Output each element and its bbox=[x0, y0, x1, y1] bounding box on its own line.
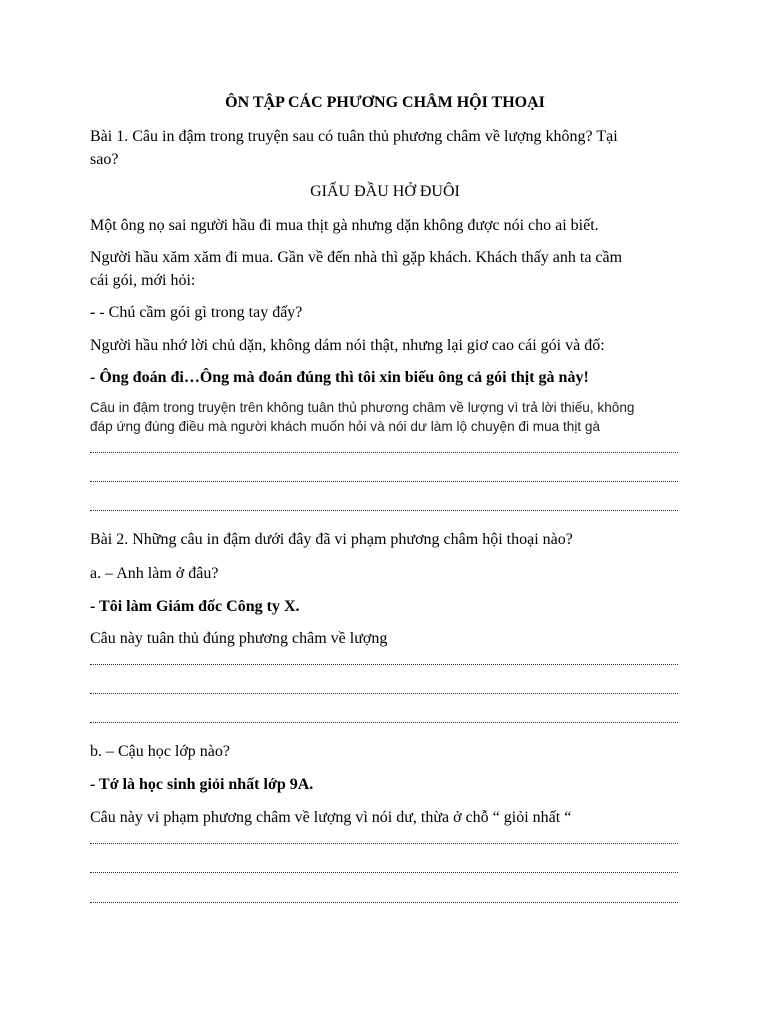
dialogue-dash: - bbox=[90, 304, 100, 321]
exercise-1-answer-line-1: Câu in đậm trong truyện trên không tuân thủ phương châm về lượng vì trả lời thiếu, không bbox=[90, 400, 635, 415]
exercise-2a-explanation: Câu này tuân thủ đúng phương châm về lượng bbox=[90, 630, 388, 647]
story-paragraph-4: Người hầu nhớ lời chủ dặn, không dám nói thật, nhưng lại giơ cao cái gói và đố: bbox=[90, 337, 605, 354]
exercise-1-answer-line-2: đáp ứng đúng điều mà người khách muốn hỏi và nói dư làm lộ chuyện đi mua thịt gà bbox=[90, 419, 601, 434]
answer-dotted-line bbox=[90, 843, 678, 844]
answer-dotted-line bbox=[90, 872, 678, 873]
bold-answer-dash: - bbox=[90, 776, 100, 793]
story-paragraph-1: Một ông nọ sai người hầu đi mua thịt gà nhưng dặn không được nói cho ai biết. bbox=[90, 217, 599, 234]
bold-sentence-dash: - bbox=[90, 369, 100, 386]
story-paragraph-2-line-2: cái gói, mới hỏi: bbox=[90, 272, 196, 289]
bold-answer-text: Tôi làm Giám đốc Công ty X. bbox=[99, 598, 300, 615]
answer-dotted-line bbox=[90, 481, 678, 482]
answer-dotted-line bbox=[90, 693, 678, 694]
answer-dotted-line bbox=[90, 722, 678, 723]
story-title: GIẤU ĐẦU HỞ ĐUÔI bbox=[310, 183, 460, 200]
answer-dotted-line bbox=[90, 902, 678, 903]
exercise-2a-question: a. – Anh làm ở đâu? bbox=[90, 565, 219, 582]
answer-dotted-line bbox=[90, 510, 678, 511]
story-paragraph-2-line-1: Người hầu xăm xăm đi mua. Gần về đến nhà thì gặp khách. Khách thấy anh ta cầm bbox=[90, 249, 623, 266]
dialogue-text: - Chú cầm gói gì trong tay đấy? bbox=[99, 304, 303, 321]
bold-sentence-text: Ông đoán đi…Ông mà đoán đúng thì tôi xin biếu ông cả gói thịt gà này! bbox=[99, 369, 589, 386]
story-dialogue-1 bbox=[90, 302, 680, 324]
bold-answer-dash: - bbox=[90, 598, 100, 615]
answer-dotted-line bbox=[90, 664, 678, 665]
exercise-2b-explanation: Câu này vi phạm phương châm về lượng vì nói dư, thừa ở chỗ “ giỏi nhất “ bbox=[90, 809, 572, 826]
exercise-1-question-line-2: sao? bbox=[90, 151, 119, 168]
exercise-2b-question: b. – Cậu học lớp nào? bbox=[90, 743, 230, 760]
story-bold-sentence bbox=[90, 367, 680, 389]
page-title: ÔN TẬP CÁC PHƯƠNG CHÂM HỘI THOẠI bbox=[225, 94, 545, 111]
bold-answer-text: Tớ là học sinh giỏi nhất lớp 9A. bbox=[99, 776, 314, 793]
exercise-2a-bold-answer bbox=[90, 596, 680, 618]
answer-dotted-line bbox=[90, 452, 678, 453]
exercise-1-question-line-1: Bài 1. Câu in đậm trong truyện sau có tuân thủ phương châm về lượng không? Tại bbox=[90, 128, 618, 145]
exercise-2-question: Bài 2. Những câu in đậm dưới đây đã vi phạm phương châm hội thoại nào? bbox=[90, 531, 573, 548]
exercise-2b-bold-answer bbox=[90, 774, 680, 796]
